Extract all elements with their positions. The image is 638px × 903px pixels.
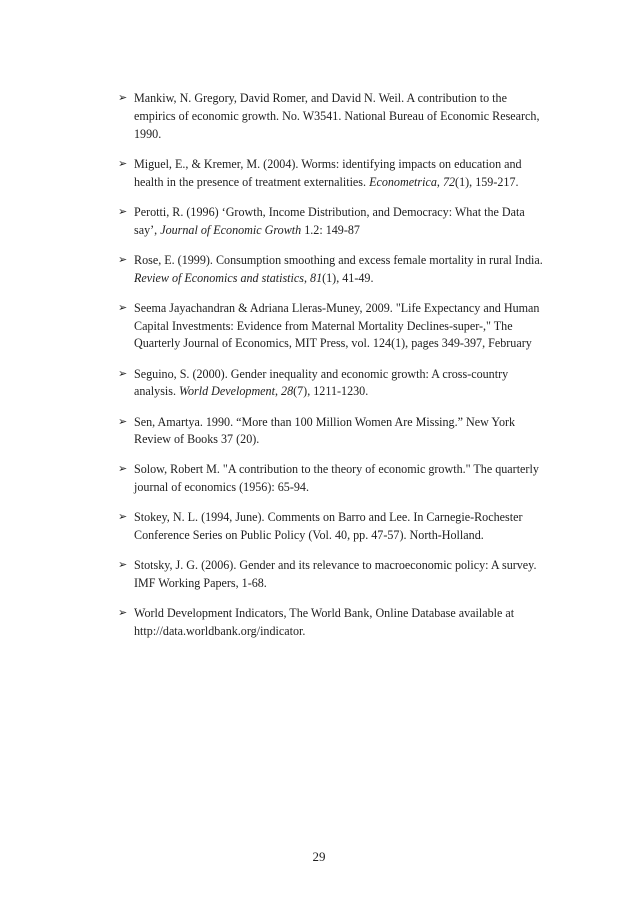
italic-run: Econometrica <box>369 174 437 189</box>
reference-text <box>134 253 543 285</box>
page-number: 29 <box>312 849 326 864</box>
reference-item <box>118 300 548 353</box>
arrow-bullet-icon: ➢ <box>118 253 128 266</box>
text-run: , <box>274 384 282 399</box>
reference-text <box>134 510 522 542</box>
reference-text <box>134 606 514 638</box>
text-run: 1.2: 149-87 <box>301 222 360 237</box>
reference-text <box>134 91 539 141</box>
reference-item <box>118 557 548 593</box>
reference-item <box>118 461 548 497</box>
reference-text <box>134 205 525 237</box>
reference-text <box>134 558 536 590</box>
reference-item <box>118 90 548 143</box>
reference-item <box>118 509 548 545</box>
arrow-bullet-icon: ➢ <box>118 463 128 476</box>
reference-list <box>118 90 548 653</box>
arrow-bullet-icon: ➢ <box>118 205 128 218</box>
arrow-bullet-icon: ➢ <box>118 559 128 572</box>
text-run: Sen, Amartya. 1990. “More than 100 Million Women Are Missing.” New York Review of Books 37 (20). <box>134 414 516 447</box>
text-run: Solow, Robert M. "A contribution to the theory of economic growth." The quarterly journal of economics (1956): 65-94. <box>134 462 539 495</box>
arrow-bullet-icon: ➢ <box>118 301 128 314</box>
reference-text <box>134 157 522 189</box>
reference-text <box>134 415 515 447</box>
reference-text <box>134 367 508 399</box>
reference-item <box>118 414 548 450</box>
text-run: Seguino, S. (2000). Gender inequality and economic growth: A cross-country analysis. <box>134 366 509 399</box>
text-run: , <box>436 174 443 189</box>
text-run: , <box>303 270 311 285</box>
text-run: Perotti, R. (1996) ‘Growth, Income Distribution, and Democracy: What the Data say’, <box>134 204 525 237</box>
reference-text <box>134 462 539 494</box>
text-run: (7), 1211-1230. <box>293 384 369 399</box>
italic-run: 72 <box>442 174 456 189</box>
text-run: Rose, E. (1999). Consumption smoothing and excess female mortality in rural India. <box>134 252 543 267</box>
reference-text <box>134 301 539 351</box>
arrow-bullet-icon: ➢ <box>118 367 128 380</box>
reference-item <box>118 366 548 402</box>
text-run: Stokey, N. L. (1994, June). Comments on Barro and Lee. In Carnegie-Rochester Conference Series on Public Policy (Vol. 40, pp. 47-57). North-Holland. <box>134 510 523 543</box>
arrow-bullet-icon: ➢ <box>118 157 128 170</box>
reference-item <box>118 204 548 240</box>
italic-run: World Development <box>179 384 275 399</box>
arrow-bullet-icon: ➢ <box>118 92 128 104</box>
reference-item <box>118 605 548 641</box>
text-run: Seema Jayachandran & Adriana Lleras-Muney, 2009. "Life Expectancy and Human Capital Investments: Evidence from Maternal Mortality Declines-super-," The Quarterly Journal of Economics, MIT Press, vol. 124(1), pages 349-397, February <box>134 300 540 351</box>
text-run: Stotsky, J. G. (2006). Gender and its relevance to macroeconomic policy: A survey. IMF Working Papers, 1-68. <box>134 558 537 591</box>
text-run: (1), 41-49. <box>322 270 374 285</box>
italic-run: Journal of Economic Growth <box>160 222 302 237</box>
reference-item <box>118 156 548 192</box>
arrow-bullet-icon: ➢ <box>118 607 128 620</box>
text-run: (1), 159-217. <box>455 174 519 189</box>
italic-run: 28 <box>281 384 294 399</box>
text-run: Miguel, E., & Kremer, M. (2004). Worms: identifying impacts on education and health in the presence of treatment externalities. <box>134 156 522 189</box>
italic-run: 81 <box>310 270 323 285</box>
arrow-bullet-icon: ➢ <box>118 415 128 428</box>
reference-item <box>118 252 548 288</box>
italic-run: Review of Economics and statistics <box>134 270 304 285</box>
text-run: World Development Indicators, The World Bank, Online Database available at http://data.worldbank.org/indicator. <box>134 606 515 639</box>
arrow-bullet-icon: ➢ <box>118 511 128 524</box>
text-run: Mankiw, N. Gregory, David Romer, and David N. Weil. A contribution to the empirics of economic growth. No. W3541. National Bureau of Economic Research, 1990. <box>134 91 540 141</box>
